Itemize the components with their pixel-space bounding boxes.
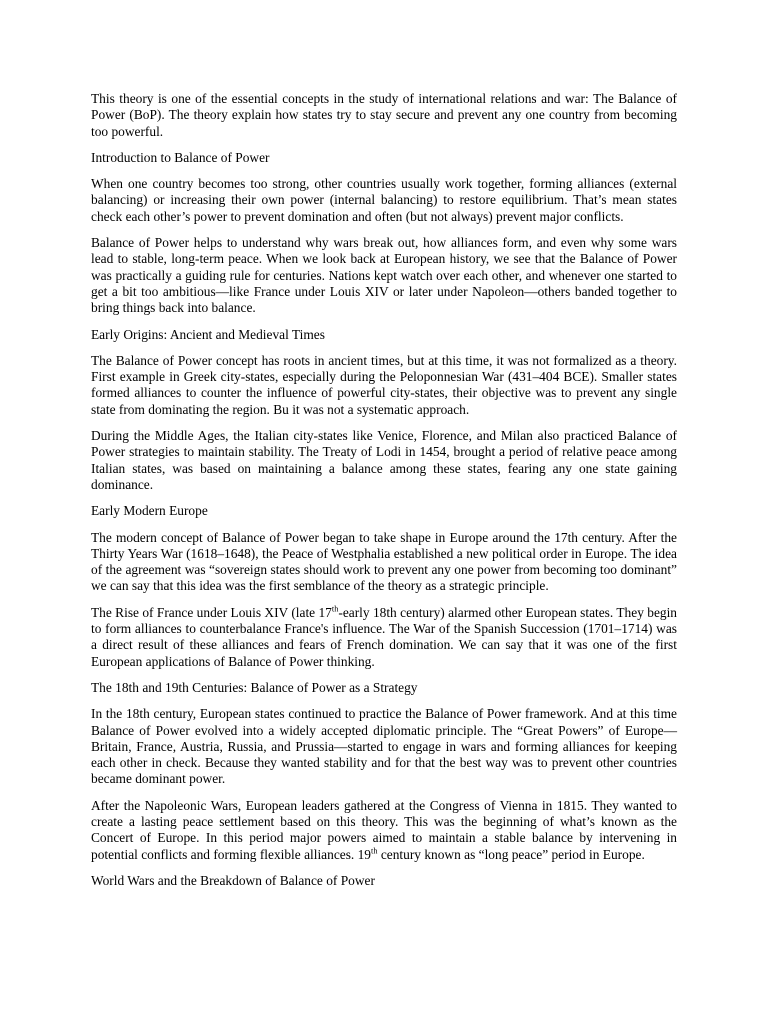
paragraph-great-powers: In the 18th century, European states continued to practice the Balance of Power framework. And at this time Balance of Power evolved into a widely accepted diplomatic principle. The “Great Powers” of Europe—Britain, France, Austria, Russia, and Prussia—started to engage in wars and forming alliances for keeping each other in check. Because they wanted stability and for that the best way was to prevent other countries became dominant power. — [91, 706, 677, 787]
louis-text-end: -early 18th century) alarmed other European states. They begin to form alliances to counterbalance France's influence. The War of the Spanish Succession (1701–1714) was a direct result of these alliances and fears of French domination. We can say that it was one of the first European applications of Balance of Power thinking. — [91, 604, 678, 669]
superscript-th: th — [371, 846, 378, 856]
paragraph-alliances: When one country becomes too strong, other countries usually work together, forming alliances (external balancing) or increasing their own power (internal balancing) to restore equilibrium. That’s mean states check each other’s power to prevent domination and often (but not always) prevent major conflicts. — [91, 176, 677, 224]
section-heading-early-modern-europe: Early Modern Europe — [91, 503, 208, 519]
section-heading-introduction: Introduction to Balance of Power — [91, 149, 270, 165]
section-heading-world-wars: World Wars and the Breakdown of Balance of Power — [91, 872, 375, 888]
paragraph-louis-xiv — [91, 605, 677, 670]
intro-paragraph: This theory is one of the essential concepts in the study of international relations and war: The Balance of Power (BoP). The theory explain how states try to stay secure and prevent any one country from becoming too powerful. — [91, 91, 677, 139]
section-heading-18th-19th-centuries: The 18th and 19th Centuries: Balance of Power as a Strategy — [91, 679, 418, 695]
paragraph-european-history: Balance of Power helps to understand why wars break out, how alliances form, and even why some wars lead to stable, long-term peace. When we look back at European history, we see that the Balance of Power was practically a guiding rule for centuries. Nations kept watch over each other, and whenever one started to get a bit too ambitious—like France under Louis XIV or later under Napoleon—others banded together to bring things back into balance. — [91, 235, 677, 316]
superscript-th: th — [331, 604, 339, 614]
paragraph-congress-of-vienna — [91, 798, 677, 863]
paragraph-middle-ages: During the Middle Ages, the Italian city-states like Venice, Florence, and Milan also practiced Balance of Power strategies to maintain stability. The Treaty of Lodi in 1454, brought a period of relative peace among Italian states, was based on maintaining a balance among these states, fearing any one state gaining dominance. — [91, 428, 677, 492]
document-page — [91, 91, 677, 899]
louis-text-start: The Rise of France under Louis XIV (late 17 — [91, 604, 332, 620]
vienna-text-start: After the Napoleonic Wars, European leaders gathered at the Congress of Vienna in 1815. They wanted to create a lasting peace settlement based on this theory. This was the beginning of what’s known as the Concert of Europe. In this period major powers aimed to maintain a stable balance by intervening in potential conflicts and forming flexible alliances. 19 — [91, 797, 677, 862]
paragraph-westphalia: The modern concept of Balance of Power began to take shape in Europe around the 17th century. After the Thirty Years War (1618–1648), the Peace of Westphalia established a new political order in Europe. The idea of the agreement was “sovereign states should work to prevent any one power from becoming too dominant” we can say that this idea was the first semblance of the theory as a strategic principle. — [91, 529, 677, 594]
paragraph-ancient-greece: The Balance of Power concept has roots in ancient times, but at this time, it was not formalized as a theory. First example in Greek city-states, especially during the Peloponnesian War (431–404 BCE). Smaller states formed alliances to counter the influence of powerful city-states, their objective was to prevent any single state from dominating the region. Bu it was not a systematic approach. — [91, 352, 677, 417]
vienna-text-end: century known as “long peace” period in Europe. — [377, 846, 645, 862]
section-heading-early-origins: Early Origins: Ancient and Medieval Times — [91, 326, 325, 342]
